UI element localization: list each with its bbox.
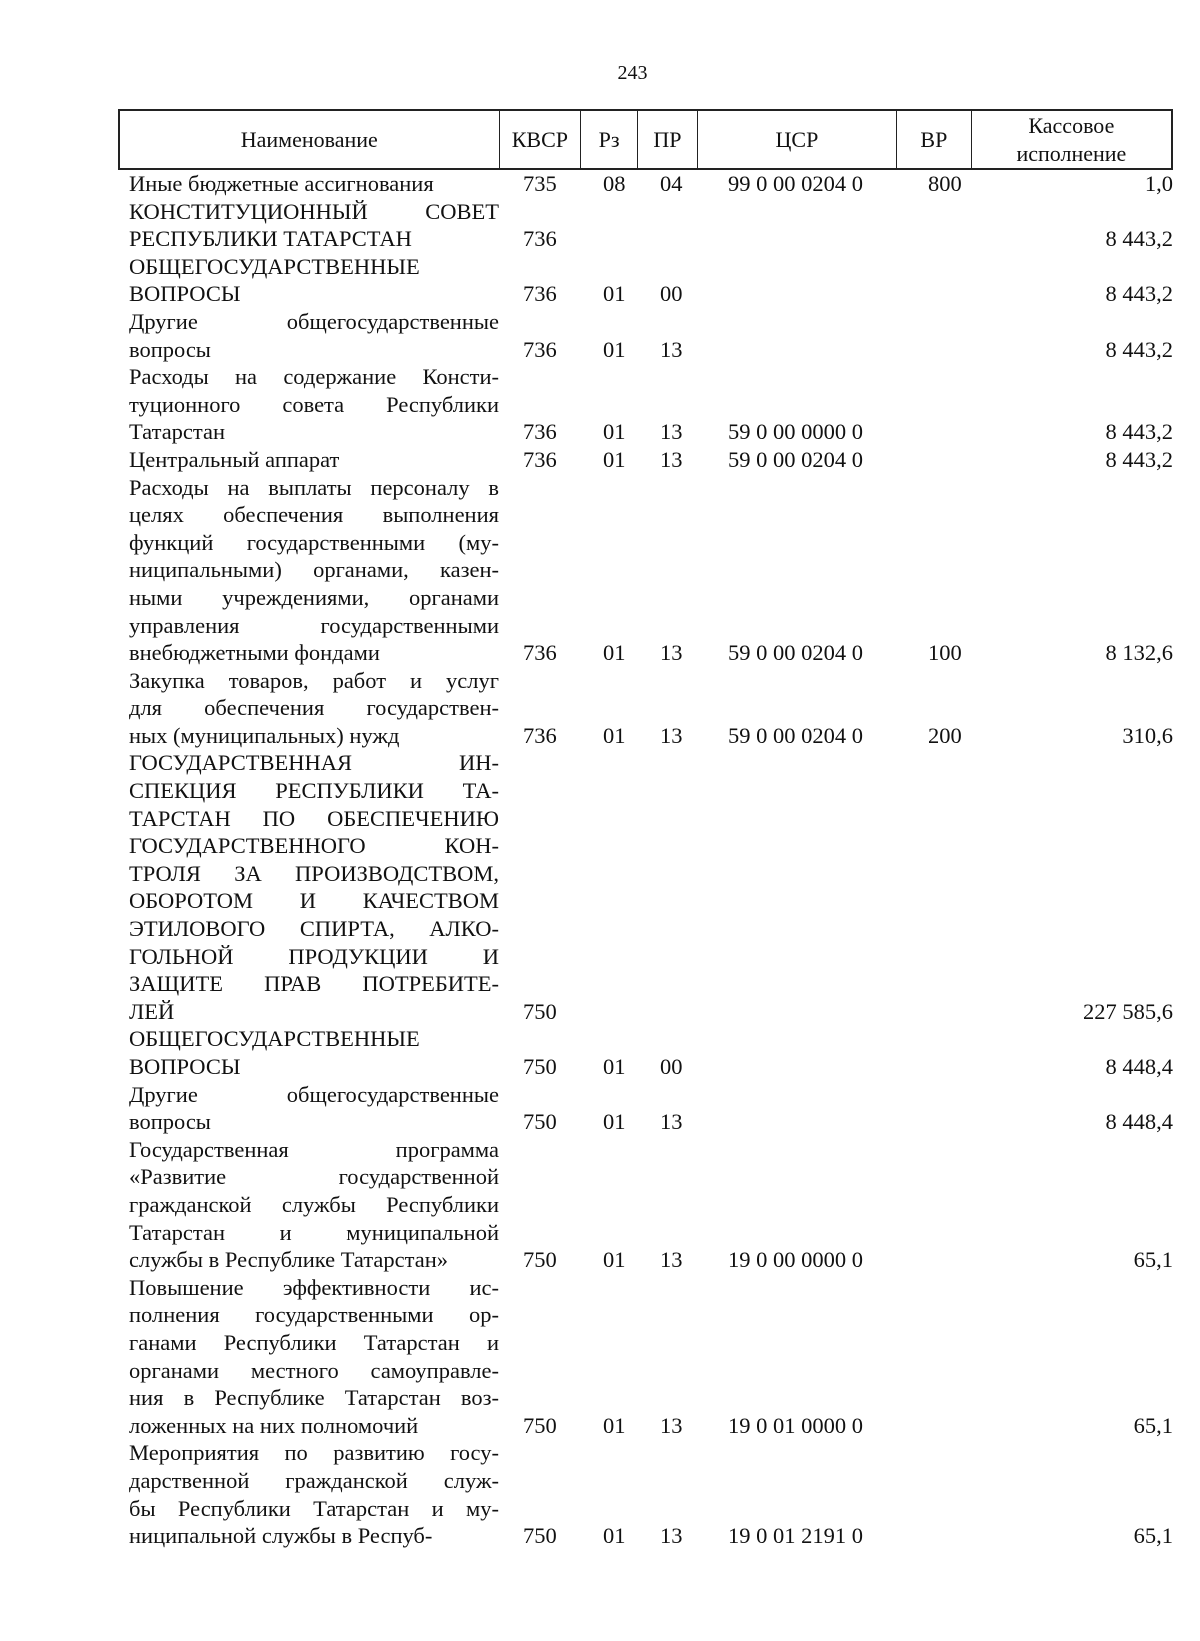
table-row: [118, 363, 1173, 446]
row-name: [118, 308, 499, 363]
row-name-line: Татарстан и муниципальной: [129, 1219, 499, 1245]
table-row: [118, 446, 1173, 474]
row-pr: 13: [660, 446, 683, 472]
row-name-line: ГОЛЬНОЙ ПРОДУКЦИИ И: [129, 943, 499, 969]
row-kvsr: 736: [523, 226, 557, 252]
table-row: [118, 1274, 1173, 1440]
row-csr: 59 0 00 0204 0: [728, 446, 863, 472]
row-kassovoe: 8 443,2: [1105, 419, 1173, 445]
row-name-line: ГОСУДАРСТВЕННАЯ ИН-: [129, 750, 499, 776]
row-kvsr: 750: [523, 1523, 557, 1549]
row-name: [118, 1025, 499, 1080]
header-vr: ВР: [897, 111, 972, 168]
row-name-line: Центральный аппарат: [129, 446, 340, 472]
row-vr: 800: [928, 171, 962, 196]
table-row: [118, 667, 1173, 750]
row-rz: 01: [603, 446, 626, 472]
header-kassovoe: Кассовое исполнение: [1016, 112, 1127, 166]
row-name: [118, 363, 499, 446]
row-pr: 13: [660, 419, 683, 445]
row-name-line: вопросы: [129, 1109, 211, 1135]
table-row: [118, 1136, 1173, 1274]
row-name: [118, 474, 499, 667]
row-name-line: ОБЩЕГОСУДАРСТВЕННЫЕ: [129, 253, 420, 279]
row-kassovoe: 1,0: [1144, 171, 1173, 196]
row-name-line: ГОСУДАРСТВЕННОГО КОН-: [129, 833, 499, 859]
row-name-line: ганами Республики Татарстан и: [129, 1329, 499, 1355]
row-kvsr: 735: [523, 171, 557, 196]
header-kvsr: КВСР: [500, 111, 582, 168]
row-rz: 08: [603, 171, 626, 196]
row-name-line: целях обеспечения выполнения: [129, 502, 499, 528]
row-pr: 13: [660, 640, 683, 666]
row-kassovoe: 8 443,2: [1105, 281, 1173, 307]
row-name: [118, 1081, 499, 1136]
row-csr: 19 0 01 0000 0: [728, 1412, 863, 1438]
row-name-line: Повышение эффективности ис-: [129, 1274, 499, 1300]
row-name: [118, 170, 499, 198]
row-name-line: ных (муниципальных) нужд: [129, 722, 400, 748]
row-pr: 13: [660, 1109, 683, 1135]
row-kvsr: 750: [523, 998, 557, 1024]
row-name: [118, 667, 499, 750]
row-kvsr: 750: [523, 1054, 557, 1079]
row-name-line: Расходы на выплаты персоналу в: [129, 474, 499, 500]
row-pr: 13: [660, 336, 683, 362]
table-row: [118, 198, 1173, 253]
row-kvsr: 736: [523, 336, 557, 362]
table-row: [118, 1439, 1173, 1549]
row-rz: 01: [603, 1247, 626, 1273]
row-name-line: службы в Республике Татарстан»: [129, 1247, 449, 1273]
row-rz: 01: [603, 1412, 626, 1438]
row-kvsr: 736: [523, 446, 557, 472]
row-name-line: вопросы: [129, 336, 211, 362]
row-csr: 99 0 00 0204 0: [728, 171, 863, 196]
row-kvsr: 736: [523, 419, 557, 445]
row-csr: 59 0 00 0204 0: [728, 640, 863, 666]
row-kvsr: 736: [523, 722, 557, 748]
row-name-line: «Развитие государственной: [129, 1164, 499, 1190]
row-rz: 01: [603, 419, 626, 445]
row-kassovoe: 65,1: [1133, 1523, 1173, 1549]
row-name-line: полнения государственными ор-: [129, 1302, 499, 1328]
row-name-line: ниципальной службы в Респуб-: [129, 1523, 433, 1549]
row-kvsr: 736: [523, 281, 557, 307]
row-rz: 01: [603, 1109, 626, 1135]
row-pr: 04: [660, 171, 683, 196]
row-kassovoe: 8 443,2: [1105, 226, 1173, 252]
table-row: [118, 474, 1173, 667]
row-name-line: Расходы на содержание Консти-: [129, 364, 499, 390]
row-kassovoe: 65,1: [1133, 1412, 1173, 1438]
row-name: [118, 749, 499, 1025]
row-kassovoe: 8 448,4: [1105, 1054, 1173, 1079]
row-name-line: ВОПРОСЫ: [129, 281, 241, 307]
row-rz: 01: [603, 336, 626, 362]
table-row: [118, 1025, 1173, 1080]
row-name-line: туционного совета Республики: [129, 391, 499, 417]
row-csr: 59 0 00 0000 0: [728, 419, 863, 445]
row-kassovoe: 8 448,4: [1105, 1109, 1173, 1135]
row-name-line: Татарстан: [129, 419, 226, 445]
row-name-line: функций государственными (му-: [129, 529, 499, 555]
row-name-line: РЕСПУБЛИКИ ТАТАРСТАН: [129, 226, 412, 252]
row-vr: 200: [928, 722, 962, 748]
row-name-line: ными учреждениями, органами: [129, 584, 499, 610]
header-rz: Рз: [581, 111, 638, 168]
row-kassovoe: 65,1: [1133, 1247, 1173, 1273]
row-csr: 59 0 00 0204 0: [728, 722, 863, 748]
row-rz: 01: [603, 722, 626, 748]
table-body: [118, 170, 1173, 1550]
row-rz: 01: [603, 640, 626, 666]
row-name-line: внебюджетными фондами: [129, 640, 380, 666]
row-name: [118, 198, 499, 253]
row-rz: 01: [603, 1054, 626, 1079]
row-kvsr: 750: [523, 1247, 557, 1273]
row-name-line: ния в Республике Татарстан воз-: [129, 1385, 499, 1411]
row-name-line: Мероприятия по развитию госу-: [129, 1440, 499, 1466]
row-name-line: управления государственными: [129, 612, 499, 638]
row-rz: 01: [603, 281, 626, 307]
row-name-line: Другие общегосударственные: [129, 1081, 499, 1107]
row-name-line: ЛЕЙ: [129, 998, 175, 1024]
row-name: [118, 1439, 499, 1549]
row-kvsr: 750: [523, 1412, 557, 1438]
table-header: [118, 109, 1173, 170]
table-row: [118, 749, 1173, 1025]
row-kvsr: 736: [523, 640, 557, 666]
row-name: [118, 446, 499, 474]
row-name-line: КОНСТИТУЦИОННЫЙ СОВЕТ: [129, 198, 499, 224]
row-name: [118, 1136, 499, 1274]
row-name-line: дарственной гражданской служ-: [129, 1467, 499, 1493]
row-name-line: Другие общегосударственные: [129, 308, 499, 334]
row-name-line: органами местного самоуправле-: [129, 1357, 499, 1383]
row-name-line: гражданской службы Республики: [129, 1191, 499, 1217]
row-name: [118, 253, 499, 308]
row-name: [118, 1274, 499, 1440]
row-csr: 19 0 01 2191 0: [728, 1523, 863, 1549]
row-name-line: ЗАЩИТЕ ПРАВ ПОТРЕБИТЕ-: [129, 971, 499, 997]
row-name-line: ОБЩЕГОСУДАРСТВЕННЫЕ: [129, 1026, 420, 1052]
row-pr: 00: [660, 1054, 683, 1079]
row-pr: 00: [660, 281, 683, 307]
row-pr: 13: [660, 722, 683, 748]
row-name-line: Государственная программа: [129, 1136, 499, 1162]
table-row: [118, 170, 1173, 198]
row-kvsr: 750: [523, 1109, 557, 1135]
row-kassovoe: 8 132,6: [1105, 640, 1173, 666]
row-kassovoe: 227 585,6: [1083, 998, 1173, 1024]
table-row: [118, 1081, 1173, 1136]
row-name-line: Иные бюджетные ассигнования: [129, 171, 434, 196]
header-csr: ЦСР: [698, 111, 897, 168]
page-number: 243: [617, 62, 648, 84]
row-name-line: ОБОРОТОМ И КАЧЕСТВОМ: [129, 888, 499, 914]
row-name-line: бы Республики Татарстан и му-: [129, 1495, 499, 1521]
row-kassovoe: 8 443,2: [1105, 446, 1173, 472]
row-name-line: ЭТИЛОВОГО СПИРТА, АЛКО-: [129, 916, 499, 942]
row-name-line: ниципальными) органами, казен-: [129, 557, 499, 583]
row-name-line: СПЕКЦИЯ РЕСПУБЛИКИ ТА-: [129, 778, 499, 804]
row-vr: 100: [928, 640, 962, 666]
table-row: [118, 308, 1173, 363]
row-name-line: Закупка товаров, работ и услуг: [129, 667, 499, 693]
header-name: Наименование: [120, 111, 500, 168]
row-rz: 01: [603, 1523, 626, 1549]
row-kassovoe: 8 443,2: [1105, 336, 1173, 362]
row-name-line: ТАРСТАН ПО ОБЕСПЕЧЕНИЮ: [129, 805, 499, 831]
row-name-line: ВОПРОСЫ: [129, 1054, 241, 1079]
row-pr: 13: [660, 1412, 683, 1438]
row-name-line: ложенных на них полномочий: [129, 1412, 419, 1438]
row-pr: 13: [660, 1523, 683, 1549]
table-row: [118, 253, 1173, 308]
header-pr: ПР: [638, 111, 698, 168]
row-kassovoe: 310,6: [1122, 722, 1173, 748]
row-name-line: для обеспечения государствен-: [129, 695, 499, 721]
row-csr: 19 0 00 0000 0: [728, 1247, 863, 1273]
row-name-line: ТРОЛЯ ЗА ПРОИЗВОДСТВОМ,: [129, 860, 499, 886]
row-pr: 13: [660, 1247, 683, 1273]
